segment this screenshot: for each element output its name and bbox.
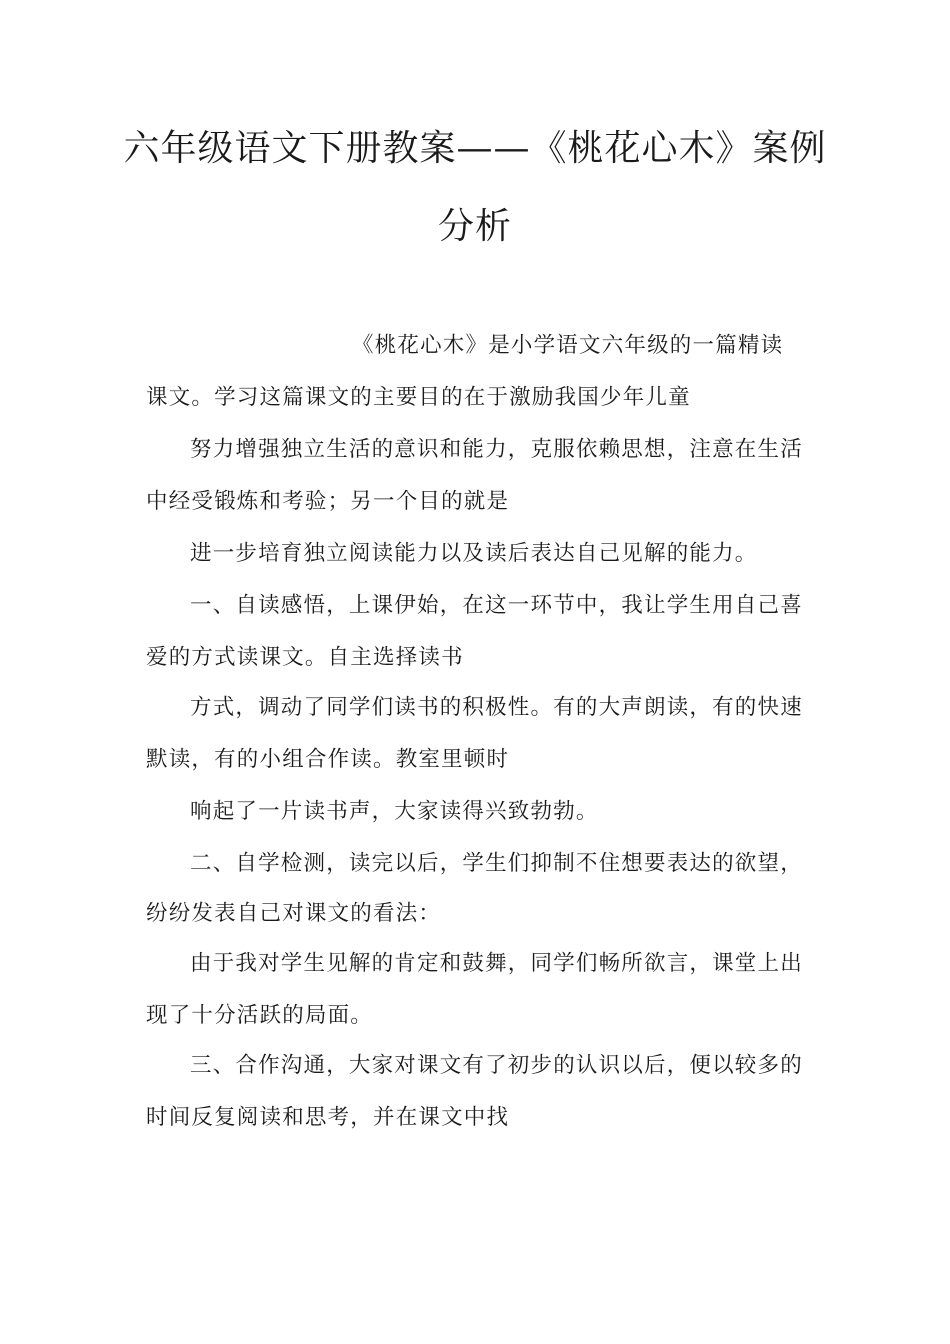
body-line: 爱的方式读课文。自主选择读书 bbox=[146, 645, 464, 670]
body-line: 中经受锻炼和考验；另一个目的就是 bbox=[146, 489, 510, 514]
body-line: 纷纷发表自己对课文的看法： bbox=[146, 901, 442, 926]
body-line: 默读，有的小组合作读。教室里顿时 bbox=[146, 747, 510, 772]
body-line: 响起了一片读书声，大家读得兴致勃勃。 bbox=[190, 799, 599, 824]
body-line: 方式，调动了同学们读书的积极性。有的大声朗读，有的快速 bbox=[190, 695, 803, 720]
body-line: 三、合作沟通，大家对课文有了初步的认识以后，便以较多的 bbox=[190, 1053, 803, 1078]
body-line: 努力增强独立生活的意识和能力，克服依赖思想，注意在生活 bbox=[190, 437, 803, 462]
body-line: 二、自学检测，读完以后，学生们抑制不住想要表达的欲望， bbox=[190, 851, 803, 876]
body-line: 时间反复阅读和思考，并在课文中找 bbox=[146, 1105, 510, 1130]
document-title-line-2: 分析 bbox=[437, 206, 512, 247]
body-line: 课文。学习这篇课文的主要目的在于激励我国少年儿童 bbox=[146, 385, 691, 410]
body-line: 由于我对学生见解的肯定和鼓舞，同学们畅所欲言，课堂上出 bbox=[190, 951, 803, 976]
body-line: 现了十分活跃的局面。 bbox=[146, 1003, 374, 1028]
body-line: 进一步培育独立阅读能力以及读后表达自己见解的能力。 bbox=[190, 541, 758, 566]
document-title-line-1: 六年级语文下册教案——《桃花心木》案例 bbox=[123, 128, 827, 169]
body-line: 一、自读感悟，上课伊始，在这一环节中，我让学生用自己喜 bbox=[190, 593, 803, 618]
body-line: 《桃花心木》是小学语文六年级的一篇精读 bbox=[352, 333, 784, 358]
